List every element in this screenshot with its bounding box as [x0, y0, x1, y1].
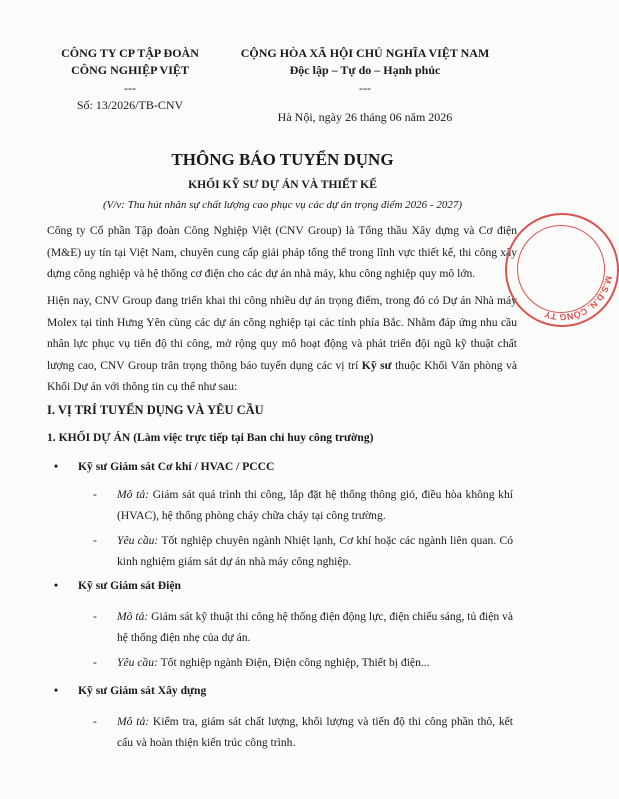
position-description	[93, 606, 513, 648]
position-requirement	[93, 652, 513, 673]
document-date: Hà Nội, ngày 26 tháng 06 năm 2026	[277, 110, 453, 124]
title-note: (V/v: Thu hút nhân sự chất lượng cao phục vụ các dự án trọng điểm 2026 - 2027)	[102, 199, 462, 211]
dash-icon: -	[93, 534, 97, 547]
bullet-icon: •	[54, 684, 59, 697]
motto-line2: Độc lập – Tự do – Hạnh phúc	[289, 63, 441, 77]
dash-icon: -	[93, 610, 97, 623]
desc-text: Giám sát kỹ thuật thi công hệ thống điện động lực, điện chiếu sáng, tủ điện và hệ thống điện nhẹ của dự án.	[117, 610, 514, 644]
intro-p2-part-a: Hiện nay, CNV Group đang triển khai thi công nhiều dự án trọng điểm, trong đó có Dự án Nhà máy Molex tại tỉnh Hưng Yên cùng các dự án công nghiệp tại các tỉnh phía Bắc. Nhằm đáp ứng nhu cầu nhân lực phục vụ tiến độ thi công, mở rộng quy mô hoạt động và phát triển đội ngũ kỹ thuật chất lượng cao, CNV Group trân trọng thông báo tuyển dụng các vị trí	[47, 294, 517, 372]
bullet-icon: •	[54, 460, 59, 473]
req-text: Tốt nghiệp ngành Điện, Điện công nghiệp, Thiết bị điện...	[160, 656, 430, 669]
intro-paragraph-2	[47, 290, 517, 398]
company-name-line1: CÔNG TY CP TẬP ĐOÀN	[61, 46, 199, 60]
position-title: • Kỹ sư Giám sát Cơ khí / HVAC / PCCC	[54, 460, 275, 473]
req-label: Yêu cầu:	[117, 534, 159, 547]
position-title: • Kỹ sư Giám sát Xây dựng	[54, 684, 207, 697]
dash-icon: -	[93, 656, 97, 669]
national-motto	[235, 45, 495, 79]
intro-paragraph-1: Công ty Cổ phần Tập đoàn Công Nghiệp Việt (CNV Group) là Tổng thầu Xây dựng và Cơ điện (M&E) uy tín tại Việt Nam, chuyên cung cấp giải pháp tổng thể trong lĩnh vực thiết kế, thi công xây dựng công nghiệp và hệ thống cơ điện cho các dự án nhà máy, khu công nghiệp quy mô lớn.	[47, 224, 517, 281]
section-subheading: 1. KHỐI DỰ ÁN (Làm việc trực tiếp tại Ban chỉ huy công trường)	[47, 431, 374, 444]
desc-label: Mô tả:	[117, 610, 149, 623]
desc-text: Giám sát quá trình thi công, lắp đặt hệ thống thông gió, điều hòa không khí (HVAC), hệ thống phòng cháy chữa cháy tại công trường.	[117, 488, 513, 522]
left-separator: ---	[124, 81, 136, 95]
motto-line1: CỘNG HÒA XÃ HỘI CHỦ NGHĨA VIỆT NAM	[240, 46, 490, 60]
position-description	[93, 484, 513, 526]
svg-text:M.S.D.N. CÔNG TY: M.S.D.N. CÔNG TY	[543, 275, 614, 323]
seal-lettering	[507, 215, 617, 325]
intro-p2-part-b: thuộc Khối Văn phòng và Khối Dự án với thông tin cụ thể như sau:	[47, 358, 517, 394]
intro-p2-bold: Kỹ sư	[361, 358, 392, 372]
position-requirement	[93, 530, 513, 572]
req-label: Yêu cầu:	[117, 656, 158, 669]
right-separator: ---	[359, 81, 371, 95]
document-number: Số: 13/2026/TB-CNV	[76, 98, 184, 112]
company-name-line2: CÔNG NGHIỆP VIỆT	[71, 63, 189, 77]
desc-label: Mô tả:	[117, 715, 150, 728]
req-text: Tốt nghiệp chuyên ngành Nhiệt lạnh, Cơ khí hoặc các ngành liên quan. Có kinh nghiệm giám sát dự án nhà máy công nghiệp.	[117, 534, 513, 568]
dash-icon: -	[93, 488, 97, 501]
dash-icon: -	[93, 715, 97, 728]
bullet-icon: •	[54, 579, 59, 592]
desc-text: Kiểm tra, giám sát chất lượng, khối lượng và tiến độ thi công phần thô, kết cấu và hoàn thiện kiến trúc công trình.	[117, 715, 514, 749]
company-name	[40, 45, 220, 79]
page-title: THÔNG BÁO TUYỂN DỤNG	[171, 150, 394, 169]
company-seal	[505, 213, 619, 327]
position-description	[93, 711, 513, 753]
page-subtitle: KHỐI KỸ SƯ DỰ ÁN VÀ THIẾT KẾ	[188, 178, 377, 191]
section-heading: I. VỊ TRÍ TUYỂN DỤNG VÀ YÊU CẦU	[47, 403, 264, 417]
desc-label: Mô tả:	[117, 488, 150, 501]
position-title: • Kỹ sư Giám sát Điện	[54, 579, 181, 592]
